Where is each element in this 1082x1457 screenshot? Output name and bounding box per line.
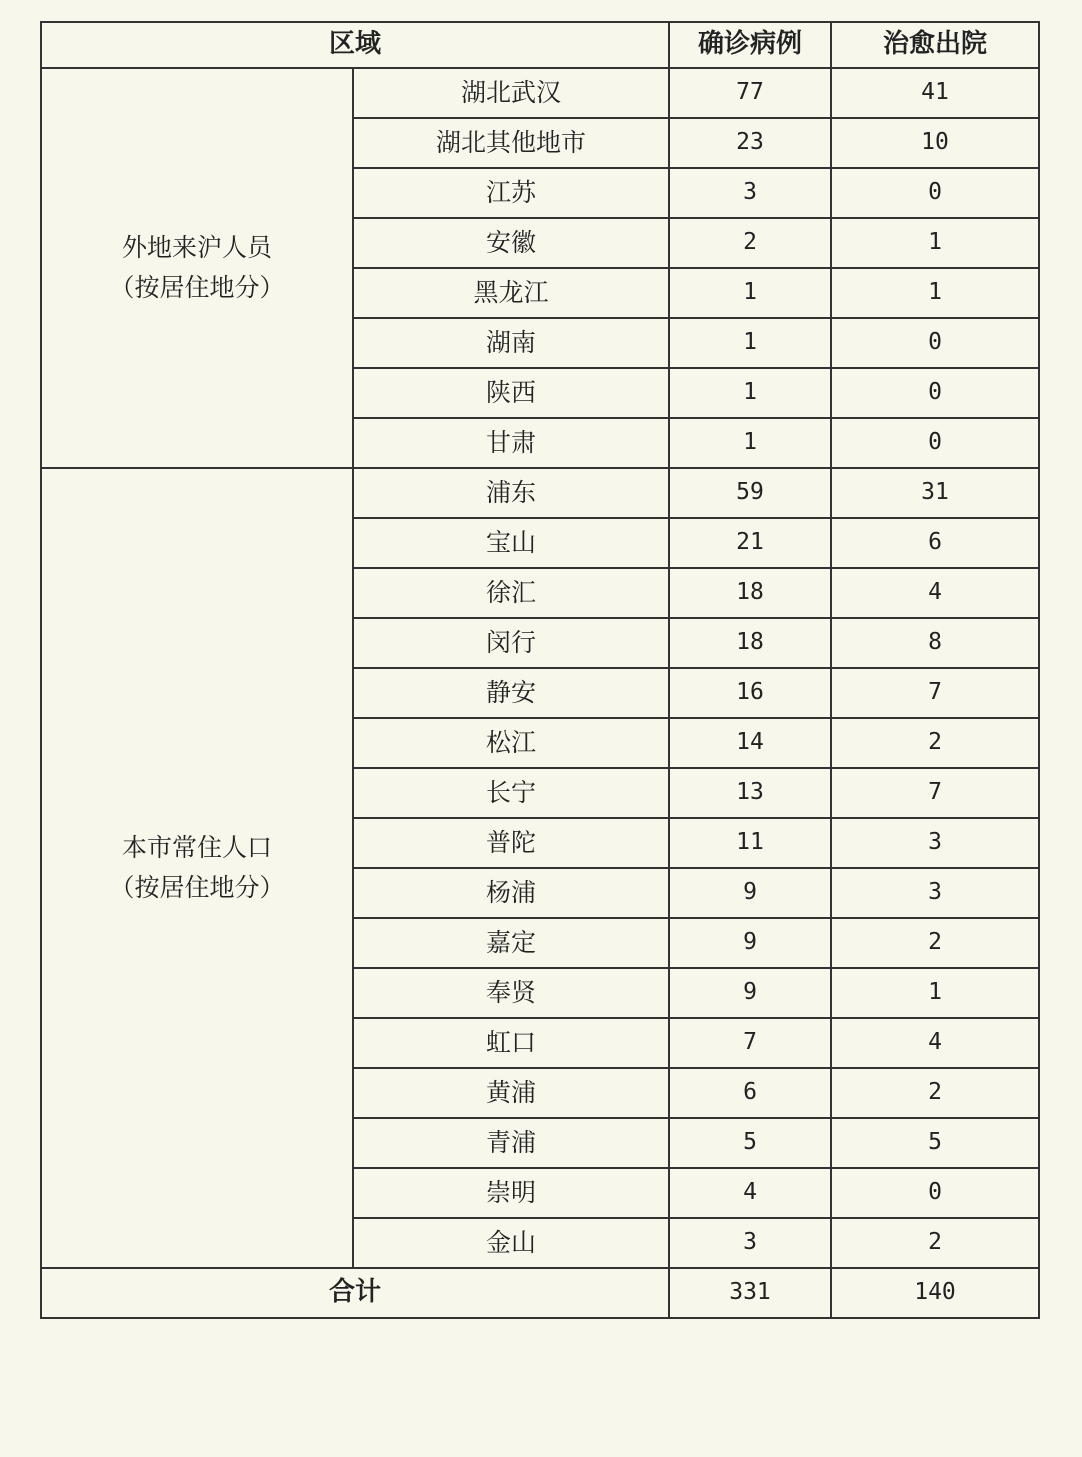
confirmed-count: 16 <box>669 668 831 718</box>
discharged-count: 1 <box>831 218 1039 268</box>
discharged-count: 2 <box>831 1218 1039 1268</box>
confirmed-count: 9 <box>669 868 831 918</box>
region-name: 甘肃 <box>353 418 669 468</box>
confirmed-count: 3 <box>669 168 831 218</box>
table-row <box>41 68 1039 118</box>
region-name: 杨浦 <box>353 868 669 918</box>
header-discharged: 治愈出院 <box>831 22 1039 68</box>
case-statistics-table <box>40 21 1040 1319</box>
group-label <box>41 68 353 468</box>
confirmed-count: 1 <box>669 268 831 318</box>
discharged-count: 7 <box>831 668 1039 718</box>
group-label-line2: （按居住地分） <box>109 873 285 902</box>
region-name: 宝山 <box>353 518 669 568</box>
confirmed-count: 1 <box>669 318 831 368</box>
discharged-count: 1 <box>831 268 1039 318</box>
region-name: 湖北武汉 <box>353 68 669 118</box>
confirmed-count: 4 <box>669 1168 831 1218</box>
header-region: 区域 <box>41 22 669 68</box>
confirmed-count: 9 <box>669 968 831 1018</box>
total-label: 合计 <box>41 1268 669 1318</box>
region-name: 嘉定 <box>353 918 669 968</box>
region-name: 陕西 <box>353 368 669 418</box>
total-row <box>41 1268 1039 1318</box>
table-header-row <box>41 22 1039 68</box>
confirmed-count: 11 <box>669 818 831 868</box>
region-name: 虹口 <box>353 1018 669 1068</box>
total-discharged: 140 <box>831 1268 1039 1318</box>
header-confirmed: 确诊病例 <box>669 22 831 68</box>
total-confirmed: 331 <box>669 1268 831 1318</box>
region-name: 静安 <box>353 668 669 718</box>
discharged-count: 3 <box>831 868 1039 918</box>
discharged-count: 41 <box>831 68 1039 118</box>
region-name: 闵行 <box>353 618 669 668</box>
region-name: 崇明 <box>353 1168 669 1218</box>
discharged-count: 1 <box>831 968 1039 1018</box>
confirmed-count: 1 <box>669 368 831 418</box>
discharged-count: 0 <box>831 318 1039 368</box>
region-name: 安徽 <box>353 218 669 268</box>
region-name: 江苏 <box>353 168 669 218</box>
confirmed-count: 1 <box>669 418 831 468</box>
discharged-count: 2 <box>831 918 1039 968</box>
discharged-count: 3 <box>831 818 1039 868</box>
group-label-line1: 本市常住人口 <box>121 833 272 862</box>
region-name: 松江 <box>353 718 669 768</box>
region-name: 金山 <box>353 1218 669 1268</box>
discharged-count: 2 <box>831 718 1039 768</box>
discharged-count: 5 <box>831 1118 1039 1168</box>
discharged-count: 0 <box>831 418 1039 468</box>
confirmed-count: 18 <box>669 568 831 618</box>
region-name: 湖南 <box>353 318 669 368</box>
discharged-count: 0 <box>831 1168 1039 1218</box>
discharged-count: 31 <box>831 468 1039 518</box>
confirmed-count: 59 <box>669 468 831 518</box>
region-name: 青浦 <box>353 1118 669 1168</box>
discharged-count: 4 <box>831 1018 1039 1068</box>
region-name: 奉贤 <box>353 968 669 1018</box>
table-body <box>41 68 1039 1268</box>
confirmed-count: 21 <box>669 518 831 568</box>
confirmed-count: 9 <box>669 918 831 968</box>
group-label-line2: （按居住地分） <box>109 273 285 302</box>
group-label-line1: 外地来沪人员 <box>121 233 272 262</box>
confirmed-count: 13 <box>669 768 831 818</box>
discharged-count: 7 <box>831 768 1039 818</box>
region-name: 黄浦 <box>353 1068 669 1118</box>
confirmed-count: 14 <box>669 718 831 768</box>
group-label <box>41 468 353 1268</box>
table-row <box>41 468 1039 518</box>
region-name: 湖北其他地市 <box>353 118 669 168</box>
confirmed-count: 23 <box>669 118 831 168</box>
confirmed-count: 5 <box>669 1118 831 1168</box>
discharged-count: 10 <box>831 118 1039 168</box>
region-name: 长宁 <box>353 768 669 818</box>
confirmed-count: 77 <box>669 68 831 118</box>
confirmed-count: 2 <box>669 218 831 268</box>
confirmed-count: 6 <box>669 1068 831 1118</box>
discharged-count: 6 <box>831 518 1039 568</box>
discharged-count: 0 <box>831 168 1039 218</box>
confirmed-count: 7 <box>669 1018 831 1068</box>
discharged-count: 8 <box>831 618 1039 668</box>
discharged-count: 4 <box>831 568 1039 618</box>
confirmed-count: 18 <box>669 618 831 668</box>
discharged-count: 2 <box>831 1068 1039 1118</box>
discharged-count: 0 <box>831 368 1039 418</box>
region-name: 黑龙江 <box>353 268 669 318</box>
region-name: 普陀 <box>353 818 669 868</box>
region-name: 浦东 <box>353 468 669 518</box>
region-name: 徐汇 <box>353 568 669 618</box>
confirmed-count: 3 <box>669 1218 831 1268</box>
